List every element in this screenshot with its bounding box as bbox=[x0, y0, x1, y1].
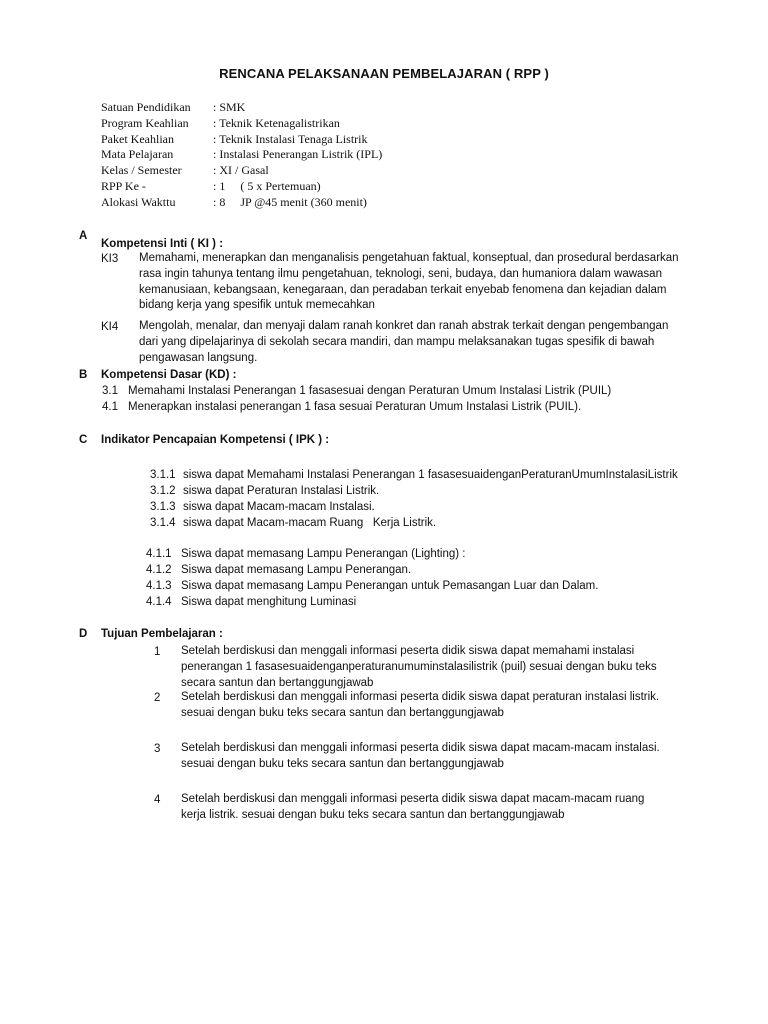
identity-row bbox=[101, 147, 382, 163]
ki3-code: KI3 bbox=[101, 253, 119, 265]
ki3-line: rasa ingin tahunya tentang ilmu pengetahuan, teknologi, seni, budaya, dan humaniora dalam wawasan bbox=[139, 267, 662, 280]
objective-line: sesuai dengan buku teks secara santun dan bertanggungjawab bbox=[181, 706, 504, 719]
identity-value: : Teknik Instalasi Tenaga Listrik bbox=[213, 131, 368, 146]
objective-line: secara santun dan bertanggungjawab bbox=[181, 676, 374, 689]
ipk-number: 4.1.1 bbox=[146, 548, 172, 560]
identity-row bbox=[101, 179, 382, 195]
ipk-text: Siswa dapat memasang Lampu Penerangan. bbox=[181, 564, 412, 576]
kd-number: 3.1 bbox=[102, 385, 118, 397]
ipk-number: 3.1.4 bbox=[150, 517, 176, 529]
identity-value: : Teknik Ketenagalistrikan bbox=[213, 115, 340, 130]
kd-text: Memahami Instalasi Penerangan 1 fasasesuai dengan Peraturan Umum Instalasi Listrik (PUIL) bbox=[128, 385, 612, 397]
section-b-letter: B bbox=[79, 369, 88, 381]
identity-label: Paket Keahlian bbox=[101, 131, 174, 146]
objective-text bbox=[181, 644, 721, 691]
objective-number: 4 bbox=[154, 794, 161, 806]
ki3-line: bidang kerja yang spesifik untuk memecahkan bbox=[139, 299, 375, 312]
objective-number: 3 bbox=[154, 743, 161, 755]
objective-line: Setelah berdiskusi dan menggali informasi peserta didik siswa dapat memahami instalasi bbox=[181, 645, 635, 657]
identity-row bbox=[101, 116, 382, 132]
objective-line: kerja listrik. sesuai dengan buku teks secara santun dan bertanggungjawab bbox=[181, 808, 565, 821]
identity-value: : Instalasi Penerangan Listrik (IPL) bbox=[213, 147, 383, 162]
document-title: RENCANA PELAKSANAAN PEMBELAJARAN ( RPP ) bbox=[219, 66, 549, 81]
ipk-text: siswa dapat Peraturan Instalasi Listrik. bbox=[183, 485, 380, 497]
objective-line: Setelah berdiskusi dan menggali informasi peserta didik siswa dapat peraturan instalasi listrik. bbox=[181, 691, 660, 703]
objective-line: penerangan 1 fasasesuaidenganperaturanumuminstalasilistrik (puil) sesuai dengan buku teks bbox=[181, 660, 657, 673]
ipk-text: Siswa dapat memasang Lampu Penerangan untuk Pemasangan Luar dan Dalam. bbox=[181, 580, 599, 592]
identity-value: : 8 JP @45 menit (360 menit) bbox=[213, 194, 367, 209]
section-d-letter: D bbox=[79, 628, 88, 640]
ipk-text: siswa dapat Macam-macam Instalasi. bbox=[183, 501, 375, 513]
ipk-text: Siswa dapat menghitung Luminasi bbox=[181, 596, 357, 608]
ipk-number: 3.1.3 bbox=[150, 501, 176, 513]
ki4-line: Mengolah, menalar, dan menyaji dalam ranah konkret dan ranah abstrak terkait dengan pengembangan bbox=[139, 320, 669, 332]
identity-label: Program Keahlian bbox=[101, 115, 189, 130]
section-c-letter: C bbox=[79, 434, 88, 446]
objective-text bbox=[181, 792, 721, 824]
ipk-number: 4.1.4 bbox=[146, 596, 172, 608]
ki4-code: KI4 bbox=[101, 321, 119, 333]
ipk-number: 3.1.1 bbox=[150, 469, 176, 481]
objective-number: 1 bbox=[154, 646, 161, 658]
identity-value: : 1 ( 5 x Pertemuan) bbox=[213, 178, 321, 193]
ki4-line: dari yang dipelajarinya di sekolah secara mandiri, dan mampu melaksanakan tugas spesifik di bawah bbox=[139, 335, 655, 348]
objective-number: 2 bbox=[154, 692, 161, 704]
identity-label: Satuan Pendidikan bbox=[101, 100, 191, 114]
objective-text bbox=[181, 741, 721, 773]
identity-label: Mata Pelajaran bbox=[101, 147, 174, 162]
objective-text bbox=[181, 690, 721, 722]
section-c-heading: Indikator Pencapaian Kompetensi ( IPK ) : bbox=[101, 434, 330, 446]
ipk-number: 3.1.2 bbox=[150, 485, 176, 497]
ki3-text bbox=[139, 251, 699, 314]
ipk-number: 4.1.3 bbox=[146, 580, 172, 592]
section-a-heading: Kompetensi Inti ( KI ) : bbox=[101, 238, 224, 250]
identity-row bbox=[101, 195, 382, 211]
ki3-line: Memahami, menerapkan dan menganalisis pengetahuan faktual, konseptual, dan prosedural berdasarkan bbox=[139, 252, 679, 264]
identity-row bbox=[101, 100, 382, 116]
objective-line: Setelah berdiskusi dan menggali informasi peserta didik siswa dapat macam-macam instalasi. bbox=[181, 742, 660, 754]
identity-row bbox=[101, 132, 382, 148]
ipk-number: 4.1.2 bbox=[146, 564, 172, 576]
identity-value: : SMK bbox=[213, 100, 246, 114]
section-a-letter: A bbox=[79, 230, 88, 242]
identity-label: Kelas / Semester bbox=[101, 163, 182, 178]
section-d-heading: Tujuan Pembelajaran : bbox=[101, 628, 223, 640]
ipk-text: siswa dapat Macam-macam Ruang Kerja Listrik. bbox=[183, 517, 437, 529]
identity-row bbox=[101, 163, 382, 179]
kd-number: 4.1 bbox=[102, 401, 118, 413]
ki3-line: kemanusiaan, kebangsaan, kenegaraan, dan peradaban terkait enyebab fenomena dan kejadian dalam bbox=[139, 283, 667, 296]
identity-table bbox=[101, 100, 382, 211]
identity-label: Alokasi Wakttu bbox=[101, 194, 176, 209]
kd-text: Menerapkan instalasi penerangan 1 fasa sesuai Peraturan Umum Instalasi Listrik (PUIL). bbox=[128, 401, 582, 413]
objective-line: Setelah berdiskusi dan menggali informasi peserta didik siswa dapat macam-macam ruang bbox=[181, 793, 645, 805]
objective-line: sesuai dengan buku teks secara santun dan bertanggungjawab bbox=[181, 757, 504, 770]
ipk-text: siswa dapat Memahami Instalasi Penerangan 1 fasasesuaidenganPeraturanUmumInstalasiListrik bbox=[183, 469, 678, 481]
section-b-heading: Kompetensi Dasar (KD) : bbox=[101, 369, 237, 381]
ipk-text: Siswa dapat memasang Lampu Penerangan (Lighting) : bbox=[181, 548, 466, 560]
identity-label: RPP Ke - bbox=[101, 178, 146, 193]
identity-value: : XI / Gasal bbox=[213, 163, 269, 178]
ki4-line: pengawasan langsung. bbox=[139, 351, 258, 364]
ki4-text bbox=[139, 319, 699, 366]
